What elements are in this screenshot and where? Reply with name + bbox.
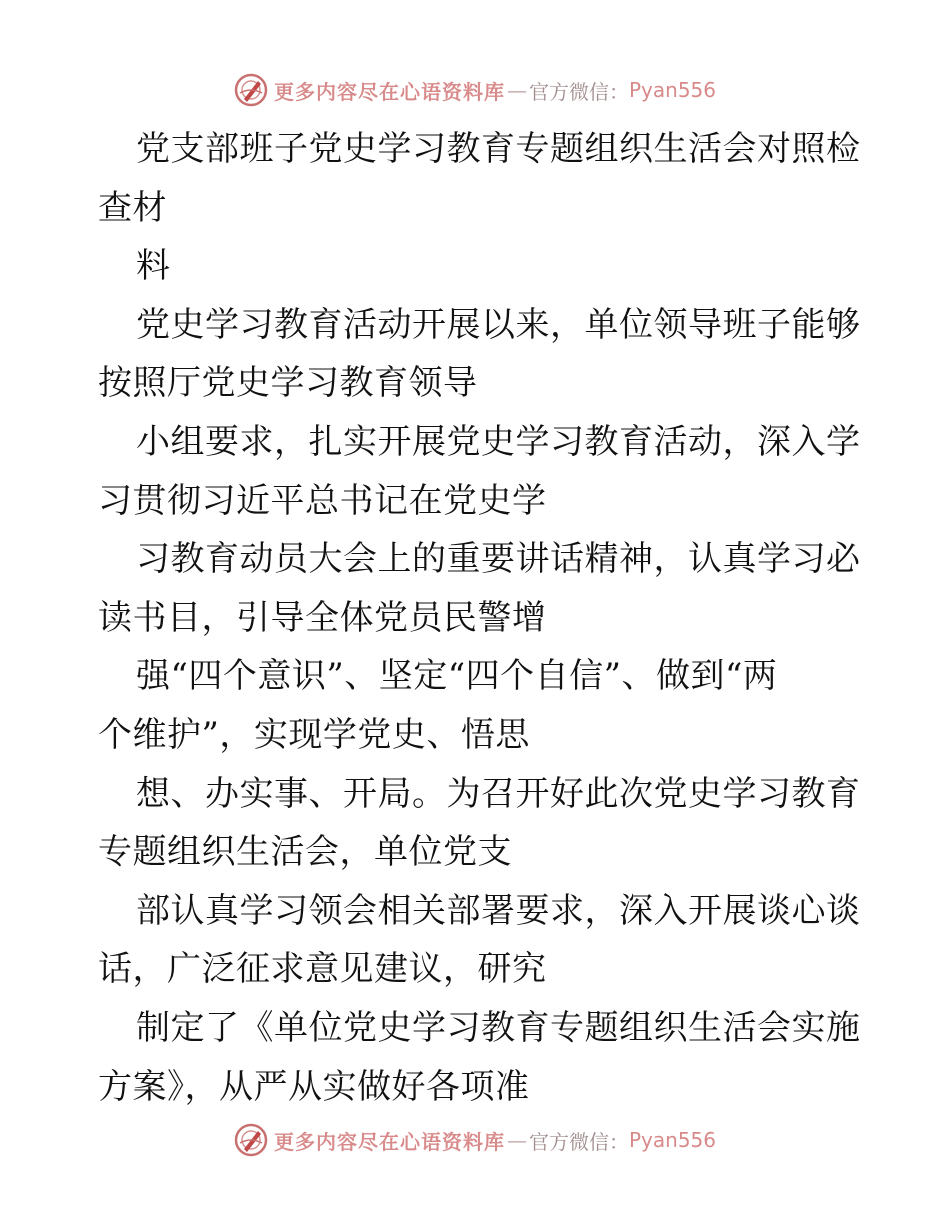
banner-brand-text: 更多内容尽在心语资料库 xyxy=(273,1129,505,1154)
banner-wechat-label: 官方微信： xyxy=(528,79,629,104)
text-line: 方案》，从严从实做好各项准 xyxy=(98,1066,530,1107)
text-line: 强“四个意识”、坚定“四个自信”、做到“两 xyxy=(136,656,778,697)
text-line: 党史学习教育活动开展以来，单位领导班子能够 xyxy=(136,304,861,345)
banner-dash: — xyxy=(506,1128,527,1152)
banner-brand-text: 更多内容尽在心语资料库 xyxy=(273,79,505,104)
header-watermark-banner xyxy=(0,70,950,110)
text-line: 读书目，引导全体党员民警增 xyxy=(98,597,547,638)
brand-logo-icon xyxy=(234,73,268,107)
text-line: 个维护”，实现学党史、悟思 xyxy=(98,714,530,755)
document-title-line-1: 党支部班子党史学习教育专题组织生活会对照检 xyxy=(136,129,861,169)
text-line: 习教育动员大会上的重要讲话精神，认真学习必 xyxy=(136,539,861,580)
document-title-line-2: 查材 xyxy=(98,187,167,228)
banner-wechat-id: Pyan556 xyxy=(628,78,716,102)
footer-watermark-banner xyxy=(0,1120,950,1160)
text-line: 部认真学习领会相关部署要求，深入开展谈心谈 xyxy=(136,890,861,931)
text-line: 想、办实事、开局。为召开好此次党史学习教育 xyxy=(136,773,861,814)
brand-logo-icon xyxy=(234,1123,268,1157)
text-line: 习贯彻习近平总书记在党史学 xyxy=(98,480,547,521)
text-line: 话，广泛征求意见建议，研究 xyxy=(98,949,547,990)
text-line: 按照厅党史学习教育领导 xyxy=(98,363,478,404)
document-body xyxy=(98,120,861,1116)
banner-dash: — xyxy=(506,78,527,102)
text-line: 制定了《单位党史学习教育专题组织生活会实施 xyxy=(136,1007,861,1048)
text-line: 小组要求，扎实开展党史学习教育活动，深入学 xyxy=(136,421,861,462)
banner-wechat-id: Pyan556 xyxy=(628,1128,716,1152)
document-title-line-3: 料 xyxy=(136,246,171,287)
text-line: 专题组织生活会，单位党支 xyxy=(98,832,512,873)
banner-wechat-label: 官方微信： xyxy=(528,1129,629,1154)
